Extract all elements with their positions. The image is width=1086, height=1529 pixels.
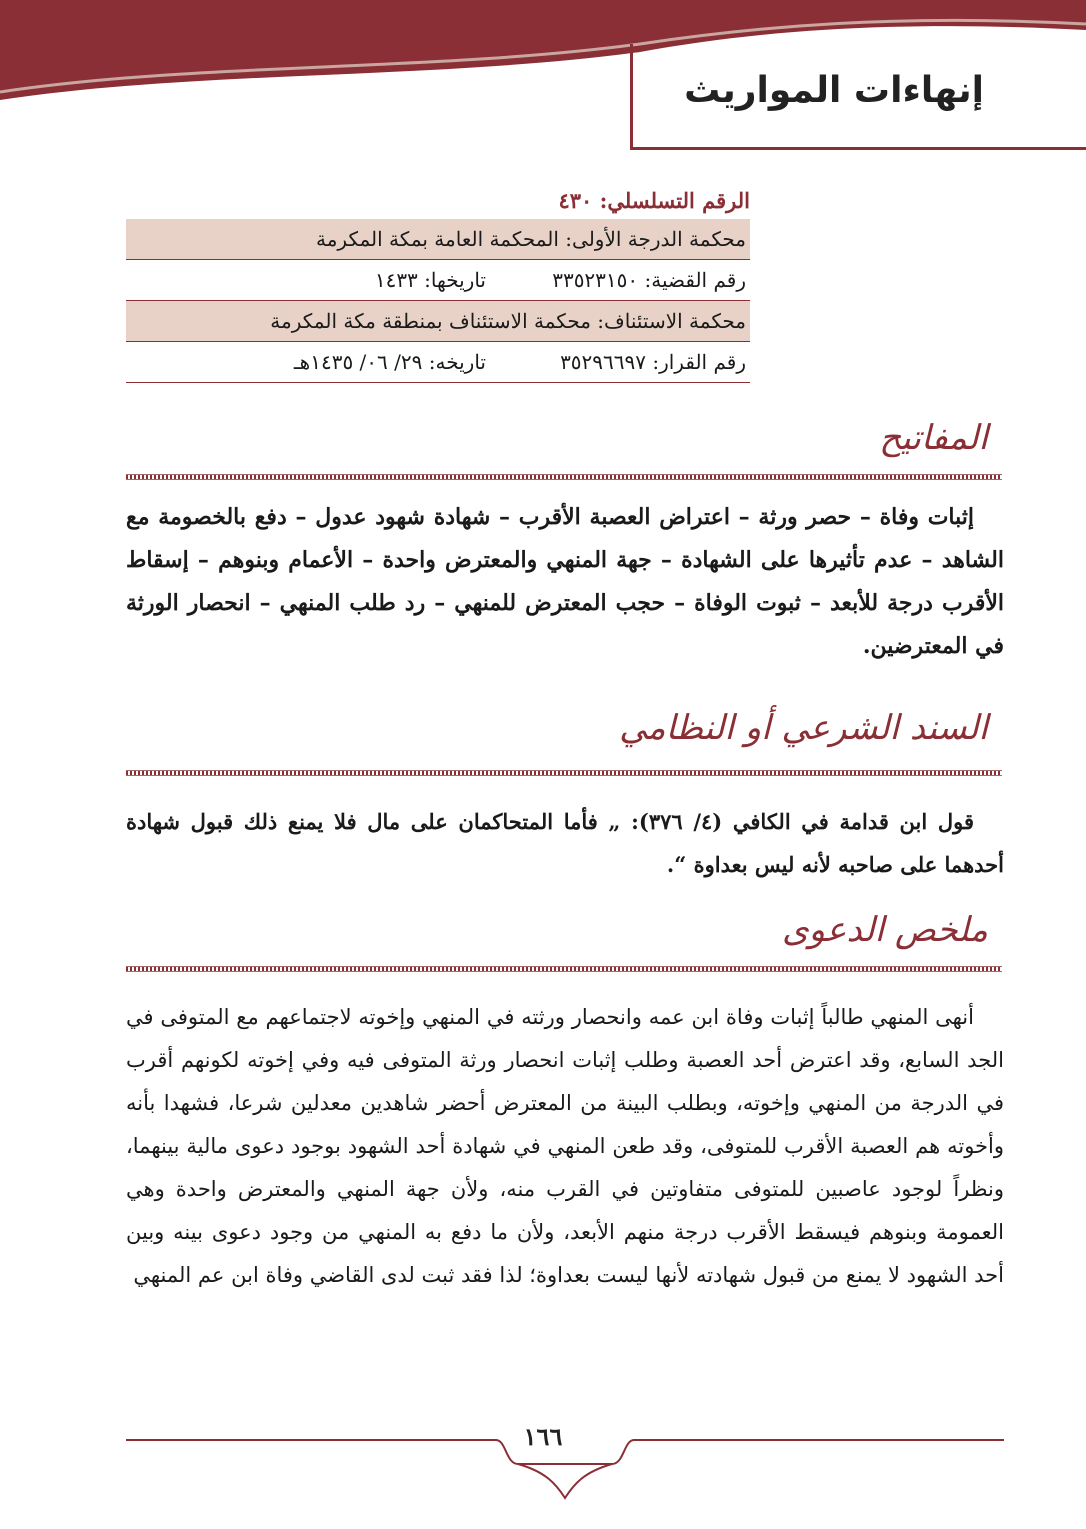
summary-text: أنهى المنهي طالباً إثبات وفاة ابن عمه وانحصار ورثته في المنهي وإخوته لاجتماعهم مع المتوفى في الجد السابع، وقد اعترض أحد العصبة وطلب إثبات انحصار ورثة المتوفى فيه وفي إخوته لكونهم أقرب في الدرجة من المنهي وإخوته، وبطلب البينة من المعترض أحضر شاهدين معدلين شرعا، فشهدا بأنه وأخوته هم العصبة الأقرب للمتوفى، وقد طعن المنهي في شهادة أحد الشهود بوجود دعوى مالية بينهما، ونظراً لوجود عاصبين للمتوفى متفاوتين في القرب منه، ولأن جهة المنهي والمعترض واحدة وهي العمومة وبنوهم فيسقط الأقرب درجة منهم الأبعد، ولأن ما دفع به المنهي من وجود دعوى بينه وبين أحد الشهود لا يمنع من قبول شهادته لأنها ليست بعداوة؛ لذا فقد ثبت لدى القاضي وفاة ابن عم المنهي — [126, 1005, 1004, 1287]
summary-heading: ملخص الدعوى — [782, 910, 988, 950]
case-number: رقم القضية: ٣٣٥٢٣١٥٠ — [552, 268, 746, 292]
appeal-court-row — [126, 301, 750, 342]
serial-number: الرقم التسلسلي: ٤٣٠ — [558, 188, 750, 213]
first-court-row — [126, 219, 750, 260]
first-court: محكمة الدرجة الأولى: المحكمة العامة بمكة المكرمة — [315, 227, 746, 251]
keywords-heading: المفاتيح — [879, 418, 988, 458]
section-divider — [126, 770, 1002, 776]
keywords-text: إثبات وفاة – حصر ورثة – اعتراض العصبة الأقرب – شهادة شهود عدول – دفع بالخصومة مع الشاهد – عدم تأثيرها على الشهادة – جهة المنهي والمعترض واحدة – الأعمام وبنوهم – إسقاط الأقرب درجة للأبعد – ثبوت الوفاة – حجب المعترض للمنهي – رد طلب المنهي – انحصار الورثة في المعترضين. — [126, 504, 1004, 659]
decision-row — [126, 342, 750, 383]
case-number-row — [126, 260, 750, 301]
sanad-text: قول ابن قدامة في الكافي (٤/ ٣٧٦): „ فأما المتحاكمان على مال فلا يمنع ذلك قبول شهادة أحدهما على صاحبه لأنه ليس بعداوة “. — [126, 809, 1004, 877]
appeal-court: محكمة الاستئناف: محكمة الاستئناف بمنطقة مكة المكرمة — [270, 309, 746, 333]
page-number: ١٦٦ — [523, 1422, 563, 1451]
decision-date: تاريخه: ٢٩/ ٠٦/ ١٤٣٥هـ — [293, 350, 486, 374]
section-divider — [126, 966, 1002, 972]
sanad-heading: السند الشرعي أو النظامي — [619, 708, 988, 748]
page-title: إنهاءات المواريث — [684, 70, 984, 111]
section-divider — [126, 474, 1002, 480]
case-info-table — [126, 183, 750, 383]
decision-number: رقم القرار: ٣٥٢٩٦٦٩٧ — [560, 350, 746, 374]
case-date: تاريخها: ١٤٣٣ — [374, 268, 486, 292]
